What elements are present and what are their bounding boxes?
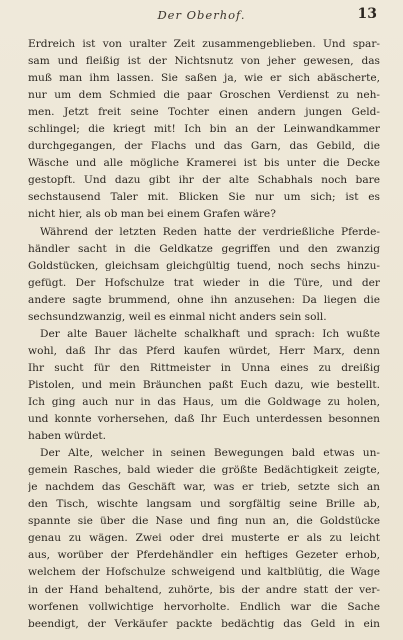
running-title: Der Oberhof. (157, 8, 246, 22)
text-line: Der alte Bauer lächelte schalkhaft und sprach: Ich wußte (40, 327, 380, 340)
text-line: worfenen vollwichtige hervorholte. Endlich war die Sache (28, 600, 380, 613)
text-line: sam und fleißig ist der Nichtsnutz von jeher gewesen, das (28, 55, 380, 68)
text-line: beendigt, der Verkäufer packte bedächtig das Geld in ein (28, 617, 380, 630)
text-line: Ich ging auch nur in das Haus, um die Goldwage zu holen, (28, 395, 380, 408)
text-line: haben würdet. (28, 430, 107, 443)
text-line: Wäsche und alle mögliche Kramerei ist bis unter die Decke (28, 157, 380, 170)
text-line: genau zu wägen. Zwei oder drei musterte er als zu leicht (28, 532, 380, 545)
text-line: spannte sie über die Nase und fing nun an, die Goldstücke (28, 515, 380, 528)
text-line: händler sacht in die Geldkatze gegriffen und den zwanzig (28, 242, 380, 255)
paragraph (28, 224, 380, 326)
text-line: sechsundzwanzig, weil es einmal nicht anders sein soll. (28, 310, 327, 323)
text-line: Ihr sucht für den Rittmeister in Unna eines zu dreißig (28, 361, 380, 374)
text-line: wohl, daß Ihr das Pferd kaufen würdet, Herr Marx, denn (28, 344, 380, 357)
text-line: schlingel; die kriegt mit! Ich bin an der Leinwandkammer (28, 123, 380, 136)
text-line: aus, worüber der Pferdehändler ein heftiges Gezeter erhob, (28, 549, 380, 562)
text-line: Goldstücken, gleichsam gleichgültig tuend, noch sechs hinzu- (28, 259, 380, 272)
text-line: und konnte vorhersehen, daß Ihr Euch unterdessen besonnen (28, 413, 380, 426)
text-line: durchgegangen, der Flachs und das Garn, das Gebild, die (28, 140, 380, 153)
text-line: welchem der Hofschulze schweigend und kaltblütig, die Wage (28, 566, 380, 579)
text-line: sechstausend Taler mit. Blicken Sie nur um sich; ist es (28, 191, 380, 204)
text-line: den Tisch, wischte langsam und sorgfältig seine Brille ab, (28, 498, 380, 511)
text-line: gemein Rasches, bald wieder die größte Bedächtigkeit zeigte, (28, 464, 380, 477)
text-line: Während der letzten Reden hatte der verdrießliche Pferde- (40, 225, 380, 238)
text-line: Der Alte, welcher in seinen Bewegungen bald etwas un- (40, 447, 380, 460)
text-line: andere sagte brummend, ohne ihn anzusehen: Da liegen die (28, 293, 380, 306)
page-number: 13 (357, 6, 377, 22)
text-line: gefügt. Der Hofschulze trat wieder in die Türe, und der (28, 276, 380, 289)
text-line: muß man ihm lassen. Sie saßen ja, wie er sich abäscherte, (28, 72, 380, 85)
text-line: in der Hand behaltend, zuhörte, bis der andre statt der ver- (28, 583, 380, 596)
paragraph (28, 326, 380, 445)
text-line: gestopft. Und dazu gibt ihr der alte Schabhals noch bare (28, 174, 380, 187)
page-header (0, 6, 403, 28)
body-text (28, 36, 380, 633)
text-line: Pistolen, und mein Bräunchen paßt Euch dazu, wie bestellt. (28, 378, 380, 391)
paragraph (28, 36, 380, 224)
text-line: men. Jetzt freit seine Tochter einen andern jungen Geld- (28, 106, 380, 119)
text-line: je nachdem das Geschäft war, was er trieb, setzte sich an (28, 481, 380, 494)
paragraph (28, 445, 380, 633)
text-line: nur um dem Schmied die paar Groschen Verdienst zu neh- (28, 89, 380, 102)
text-line: nicht hier, als ob man bei einem Grafen wäre? (28, 208, 276, 221)
text-line: Erdreich ist von uralter Zeit zusammengeblieben. Und spar- (28, 38, 380, 50)
